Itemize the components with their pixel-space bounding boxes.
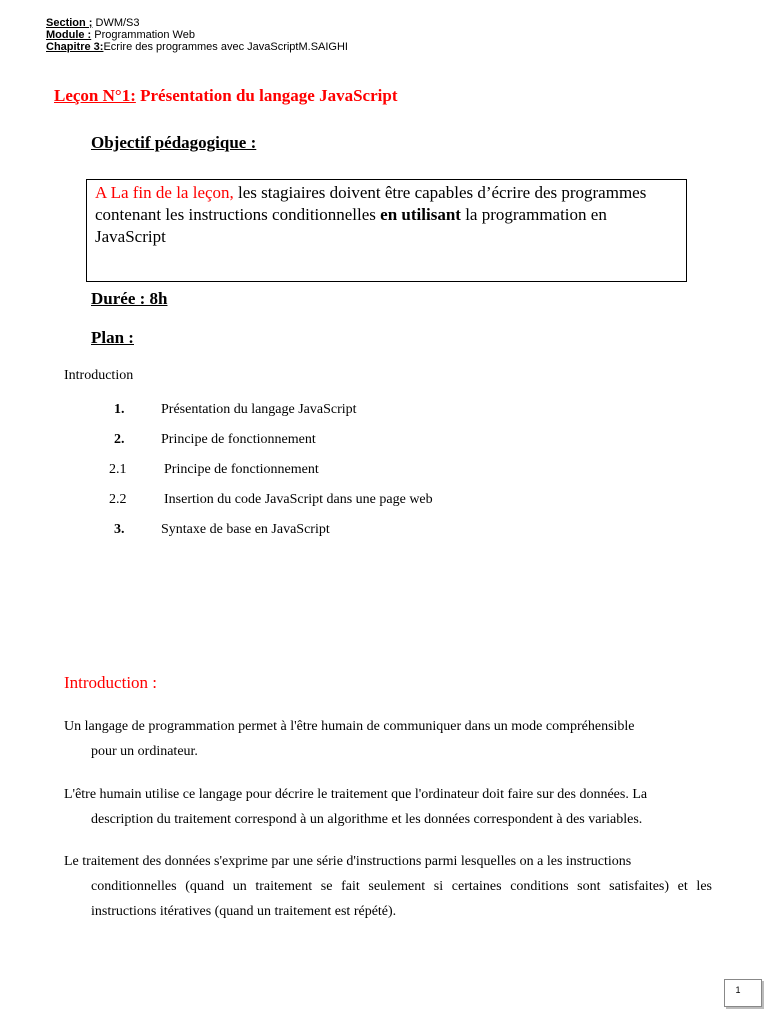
- intro-paragraph: [64, 782, 712, 832]
- intro-paragraph: [64, 849, 712, 924]
- plan-item-number: 2.2: [109, 492, 127, 507]
- plan-item-label: Principe de fonctionnement: [164, 462, 319, 477]
- lesson-name: Présentation du langage JavaScript: [135, 86, 398, 105]
- chapter-label: Chapitre 3:: [46, 41, 104, 53]
- paragraph-continuation: conditionnelles (quand un traitement se fait seulement si certaines conditions sont satisfaites) et les instructions itératives (quand un traitement est répété).: [91, 879, 712, 919]
- plan-item-number: 1.: [114, 402, 125, 417]
- objective-heading: Objectif pédagogique :: [91, 133, 257, 152]
- objective-text-red: A La fin de la leçon,: [95, 183, 234, 202]
- objective-text-part2: la programmation en JavaScript: [95, 205, 607, 246]
- paragraph-first-line: Le traitement des données s'exprime par une série d'instructions parmi lesquelles on a les instructions: [64, 854, 632, 869]
- objective-text-bold: en utilisant: [380, 205, 461, 224]
- header-module: [46, 29, 195, 41]
- paragraph-continuation: pour un ordinateur.: [91, 744, 198, 759]
- plan-item-label: Syntaxe de base en JavaScript: [161, 522, 330, 537]
- section-label: Section ;: [46, 17, 93, 29]
- plan-item-label: Principe de fonctionnement: [161, 432, 316, 447]
- lesson-title: [54, 86, 397, 106]
- plan-heading: Plan :: [91, 328, 134, 347]
- introduction-heading: Introduction :: [64, 673, 158, 692]
- chapter-value: Ecrire des programmes avec JavaScriptM.SAIGHI: [103, 41, 348, 53]
- section-value: DWM/S3: [92, 17, 140, 29]
- module-label: Module :: [46, 29, 92, 41]
- lesson-label: Leçon N°1:: [54, 86, 136, 105]
- plan-item-number: 2.: [114, 432, 125, 447]
- paragraph-first-line: L'être humain utilise ce langage pour décrire le traitement que l'ordinateur doit faire sur des données. La: [64, 787, 648, 802]
- header-chapter: [46, 41, 348, 53]
- plan-item-number: 2.1: [109, 462, 127, 477]
- module-value: Programmation Web: [91, 29, 195, 41]
- plan-item-number: 3.: [114, 522, 125, 537]
- paragraph-continuation: description du traitement correspond à un algorithme et les données correspondent à des variables.: [91, 812, 643, 827]
- objective-text: [95, 182, 675, 248]
- plan-item-label: Présentation du langage JavaScript: [161, 402, 357, 417]
- header-section: [46, 17, 140, 29]
- plan-intro: Introduction: [64, 368, 134, 383]
- intro-paragraph: [64, 714, 712, 764]
- page-number: 1: [735, 985, 741, 995]
- duration-heading: Durée : 8h: [91, 289, 168, 308]
- plan-item-label: Insertion du code JavaScript dans une page web: [164, 492, 433, 507]
- objective-text-part1: les stagiaires doivent être capables d’écrire des programmes contenant les instructions conditionnelles: [95, 183, 647, 224]
- paragraph-first-line: Un langage de programmation permet à l'être humain de communiquer dans un mode compréhensible: [64, 719, 635, 734]
